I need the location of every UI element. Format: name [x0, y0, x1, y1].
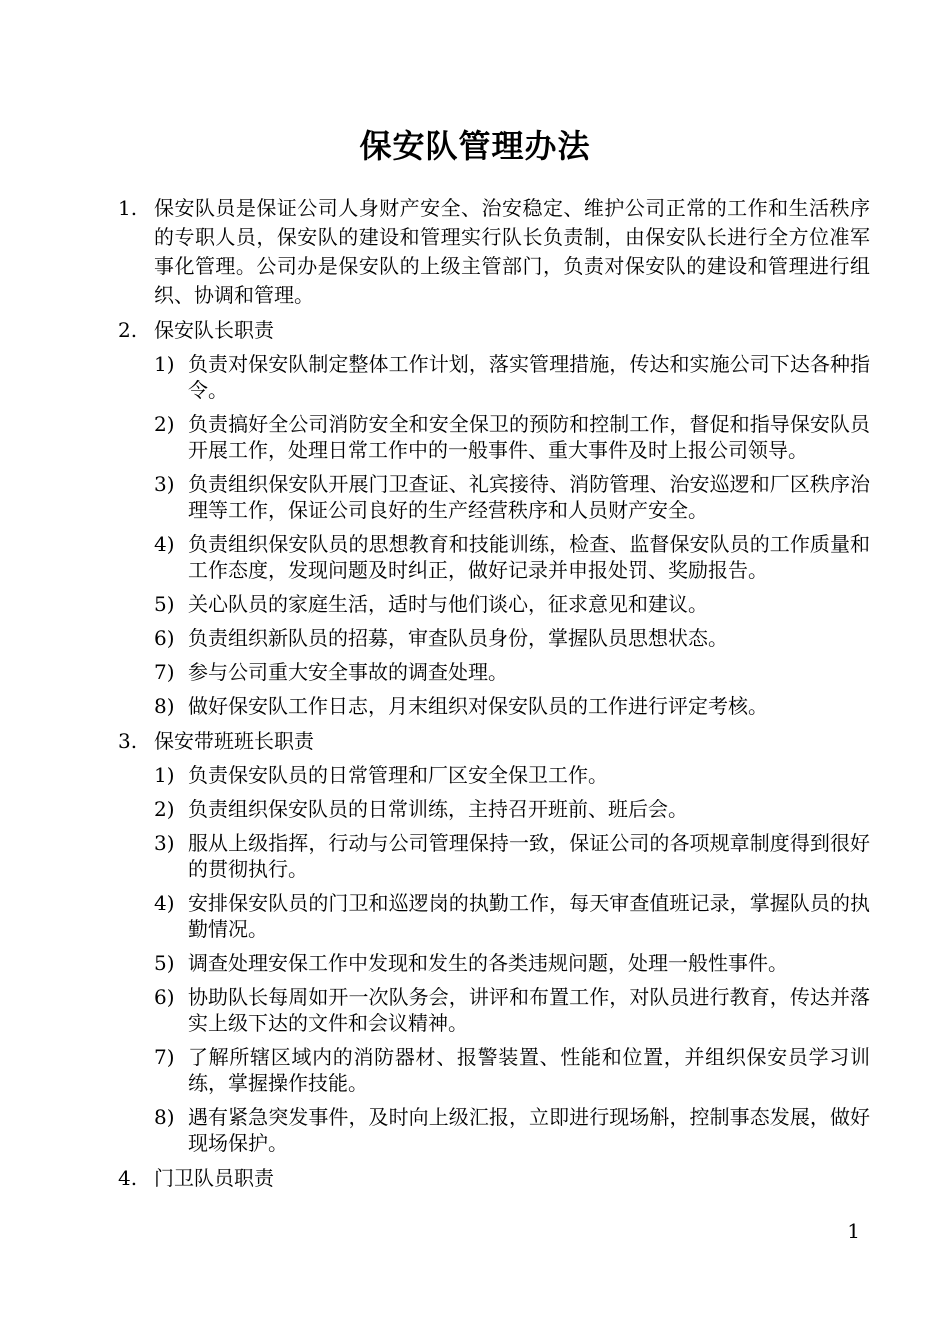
page-number: 1	[847, 1219, 860, 1243]
item-number: 7)	[154, 1045, 175, 1069]
list-item	[154, 531, 870, 583]
item-text: 负责组织保安队员的日常训练，主持召开班前、班后会。	[188, 797, 688, 821]
list-item	[154, 351, 870, 403]
item-text: 负责保安队员的日常管理和厂区安全保卫工作。	[188, 763, 608, 787]
item-text: 调查处理安保工作中发现和发生的各类违规问题，处理一般性事件。	[188, 951, 788, 975]
item-text: 了解所辖区域内的消防器材、报警装置、性能和位置，并组织保安员学习训练，掌握操作技能。	[188, 1045, 870, 1095]
item-text: 做好保安队工作日志，月末组织对保安队员的工作进行评定考核。	[188, 694, 768, 718]
section-1	[118, 194, 870, 310]
list-item	[154, 693, 870, 719]
section-number: 4.	[118, 1166, 138, 1190]
item-number: 1)	[154, 763, 175, 787]
list-item	[154, 591, 870, 617]
section-number: 3.	[118, 729, 138, 753]
section-number: 1.	[118, 196, 138, 220]
item-text: 服从上级指挥，行动与公司管理保持一致，保证公司的各项规章制度得到很好的贯彻执行。	[188, 831, 870, 881]
list-item	[154, 984, 870, 1036]
page-title: 保安队管理办法	[359, 127, 591, 165]
item-text: 协助队长每周如开一次队务会，讲评和布置工作，对队员进行教育，传达并落实上级下达的文件和会议精神。	[188, 985, 870, 1035]
item-number: 7)	[154, 660, 175, 684]
section-3	[118, 727, 870, 756]
section-text: 保安带班班长职责	[154, 729, 314, 753]
item-text: 负责组织保安队开展门卫查证、礼宾接待、消防管理、治安巡逻和厂区秩序治理等工作，保证公司良好的生产经营秩序和人员财产安全。	[188, 472, 870, 522]
item-number: 3)	[154, 472, 175, 496]
item-text: 安排保安队员的门卫和巡逻岗的执勤工作，每天审查值班记录，掌握队员的执勤情况。	[188, 891, 870, 941]
item-number: 4)	[154, 532, 175, 556]
list-item	[154, 796, 870, 822]
item-number: 2)	[154, 412, 175, 436]
item-text: 参与公司重大安全事故的调查处理。	[188, 660, 508, 684]
item-number: 6)	[154, 626, 175, 650]
section-text: 门卫队员职责	[154, 1166, 274, 1190]
list-item	[154, 659, 870, 685]
item-number: 3)	[154, 831, 175, 855]
item-number: 6)	[154, 985, 175, 1009]
item-number: 2)	[154, 797, 175, 821]
list-item	[154, 890, 870, 942]
item-number: 5)	[154, 951, 175, 975]
item-number: 8)	[154, 1105, 175, 1129]
list-item	[154, 950, 870, 976]
section-4	[118, 1164, 870, 1193]
section-2	[118, 316, 870, 345]
item-text: 关心队员的家庭生活，适时与他们谈心，征求意见和建议。	[188, 592, 708, 616]
document-body	[118, 194, 870, 1199]
list-item	[154, 471, 870, 523]
section-number: 2.	[118, 318, 138, 342]
item-number: 4)	[154, 891, 175, 915]
list-item	[154, 1104, 870, 1156]
list-item	[154, 830, 870, 882]
list-item	[154, 762, 870, 788]
list-item	[154, 1044, 870, 1096]
item-text: 负责组织保安队员的思想教育和技能训练，检查、监督保安队员的工作质量和工作态度，发现问题及时纠正，做好记录并申报处罚、奖励报告。	[188, 532, 870, 582]
section-text: 保安队员是保证公司人身财产安全、治安稳定、维护公司正常的工作和生活秩序的专职人员，保安队的建设和管理实行队长负责制，由保安队长进行全方位准军事化管理。公司办是保安队的上级主管部门，负责对保安队的建设和管理进行组织、协调和管理。	[154, 196, 870, 307]
item-number: 1)	[154, 352, 175, 376]
list-item	[154, 411, 870, 463]
item-number: 5)	[154, 592, 175, 616]
item-text: 负责搞好全公司消防安全和安全保卫的预防和控制工作，督促和指导保安队员开展工作，处理日常工作中的一般事件、重大事件及时上报公司领导。	[188, 412, 870, 462]
item-text: 负责组织新队员的招募，审查队员身份，掌握队员思想状态。	[188, 626, 728, 650]
item-text: 负责对保安队制定整体工作计划，落实管理措施，传达和实施公司下达各种指令。	[188, 352, 870, 402]
list-item	[154, 625, 870, 651]
item-text: 遇有紧急突发事件，及时向上级汇报，立即进行现场斛，控制事态发展，做好现场保护。	[188, 1105, 870, 1155]
item-number: 8)	[154, 694, 175, 718]
section-text: 保安队长职责	[154, 318, 274, 342]
